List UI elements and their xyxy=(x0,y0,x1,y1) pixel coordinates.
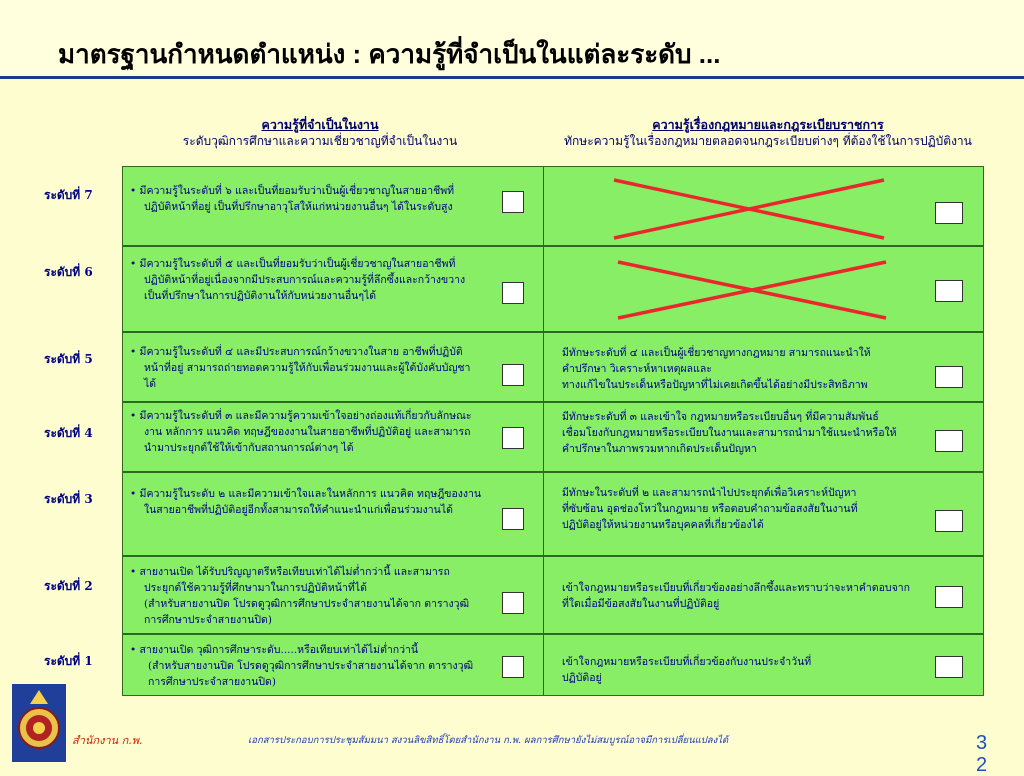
cell-line: ปฏิบัติหน้าที่อยู่ เป็นที่ปรึกษาอาวุโสให้แก่หน่วยงานอื่นๆ ได้ในระดับสูง xyxy=(144,201,453,213)
cell-line: การศึกษาประจำสายงานปิด) xyxy=(144,614,272,626)
page-title: มาตรฐานกำหนดตำแหน่ง : ความรู้ที่จำเป็นในแต่ละระดับ ... xyxy=(58,39,721,69)
cell-line: • มีความรู้ในระดับ ๒ และมีความเข้าใจและในหลักการ แนวคิด ทฤษฎีของงาน xyxy=(130,488,482,500)
cell-line: ประยุกต์ใช้ความรู้ที่ศึกษามาในการปฏิบัติหน้าที่ได้ xyxy=(144,582,367,594)
cell-line: คำปรึกษาในภาพรวมหากเกิดประเด็นปัญหา xyxy=(562,443,757,455)
cell-line: ปฏิบัติหน้าที่อยู่เนื่องจากมีประสบการณ์และความรู้ที่ลึกซึ้งและกว้างขวาง xyxy=(144,274,466,286)
cell-line: เป็นที่ปรึกษาในการปฏิบัติงานให้กับหน่วยงานอื่นๆได้ xyxy=(144,290,377,302)
cell-line: (สำหรับสายงานปิด โปรดดูวุฒิการศึกษาประจำสายงานได้จาก ตารางวุฒิ xyxy=(144,598,470,610)
cell-line: มีทักษะในระดับที่ ๒ และสามารถนำไปประยุกต์เพื่อวิเคราะห์ปัญหา xyxy=(562,487,857,499)
cell-line: ทางแก้ไขในประเด็นหรือปัญหาที่ไม่เคยเกิดขึ้นได้อย่างมีประสิทธิภาพ xyxy=(562,379,868,391)
cell-line: (สำหรับสายงานปิด โปรดดูวุฒิการศึกษาประจำสายงานได้จาก ตารางวุฒิ xyxy=(148,660,474,672)
cell-line: งาน หลักการ แนวคิด ทฤษฎีของงานในสายอาชีพที่ปฏิบัติอยู่ และสามารถ xyxy=(144,426,471,438)
cell-line: นำมาประยุกต์ใช้ให้เข้ากับสถานการณ์ต่างๆ ได้ xyxy=(144,442,354,454)
level-label: ระดับที่ 3 xyxy=(44,492,93,506)
cell-line: ปฏิบัติอยู่ xyxy=(562,672,602,684)
right-header-title: ความรู้เรื่องกฎหมายและกฎระเบียบราชการ xyxy=(652,117,884,132)
cell-line: การศึกษาประจำสายงานปิด) xyxy=(148,676,276,688)
left-header-subtitle: ระดับวุฒิการศึกษาและความเชี่ยวชาญที่จำเป็นในงาน xyxy=(182,134,458,148)
cell-line: • สายงานเปิด วุฒิการศึกษาระดับ.....หรือเทียบเท่าได้ไม่ต่ำกว่านี้ xyxy=(130,644,419,656)
cell-line: • มีความรู้ในระดับที่ ๕ และเป็นที่ยอมรับว่าเป็นผู้เชี่ยวชาญในสายอาชีพที่ xyxy=(130,258,456,270)
level-label: ระดับที่ 7 xyxy=(44,188,93,202)
page-number: 3 2 xyxy=(976,732,988,776)
cell-line: เชื่อมโยงกับกฎหมายหรือระเบียบในงานและสามารถนำมาใช้แนะนำหรือให้ xyxy=(562,427,897,439)
level-label: ระดับที่ 4 xyxy=(44,426,93,440)
level-label: ระดับที่ 5 xyxy=(44,352,93,366)
ocsc-logo xyxy=(12,684,66,762)
cell-line: ปฏิบัติอยู่ให้หน่วยงานหรือบุคคลที่เกี่ยวข้องได้ xyxy=(562,519,764,531)
cell-line: ในสายอาชีพที่ปฏิบัติอยู่อีกทั้งสามารถให้คำแนะนำแก่เพื่อนร่วมงานได้ xyxy=(144,504,453,516)
footer-org: สำนักงาน ก.พ. xyxy=(72,734,143,747)
cell-line: เข้าใจกฎหมายหรือระเบียบที่เกี่ยวข้องอย่างลึกซึ้งและทราบว่าจะหาคำตอบจาก xyxy=(562,582,910,594)
cell-line: • สายงานเปิด ได้รับปริญญาตรีหรือเทียบเท่าได้ไม่ต่ำกว่านี้ และสามารถ xyxy=(130,566,450,578)
right-header-subtitle: ทักษะความรู้ในเรื่องกฎหมายตลอดจนกฎระเบียบต่างๆ ที่ต้องใช้ในการปฏิบัติงาน xyxy=(564,134,972,148)
cell-line: • มีความรู้ในระดับที่ ๓ และมีความรู้ความเข้าใจอย่างถ่องแท้เกี่ยวกับลักษณะ xyxy=(130,410,472,422)
cell-line: เข้าใจกฎหมายหรือระเบียบที่เกี่ยวข้องกับงานประจำวันที่ xyxy=(562,656,812,668)
cell-line: ที่ใดเมื่อมีข้อสงสัยในงานที่ปฏิบัติอยู่ xyxy=(562,598,720,610)
footer-note: เอกสารประกอบการประชุมสัมมนา สงวนลิขสิทธิ์โดยสำนักงาน ก.พ. ผลการศึกษายังไม่สมบูรณ์อาจมีการเปลี่ยนแปลงได้ xyxy=(248,735,729,746)
cell-line: คำปรึกษา วิเคราะห์หาเหตุผลและ xyxy=(562,363,712,375)
level-label: ระดับที่ 6 xyxy=(44,265,93,279)
cross-mark-level-6 xyxy=(618,262,886,318)
left-header-title: ความรู้ที่จำเป็นในงาน xyxy=(261,117,379,132)
level-label: ระดับที่ 1 xyxy=(44,654,93,668)
level-label: ระดับที่ 2 xyxy=(44,579,93,593)
cell-line: มีทักษะระดับที่ ๔ และเป็นผู้เชี่ยวชาญทางกฎหมาย สามารถแนะนำให้ xyxy=(562,347,871,359)
cell-line: ได้ xyxy=(144,378,157,390)
cell-line: • มีความรู้ในระดับที่ ๔ และมีประสบการณ์กว้างขวางในสาย อาชีพที่ปฏิบัติ xyxy=(130,346,463,358)
cell-line: ที่ซับซ้อน อุดช่องโหว่ในกฎหมาย หรือตอบคำถามข้อสงสัยในงานที่ xyxy=(562,503,858,515)
cell-line: • มีความรู้ในระดับที่ ๖ และเป็นที่ยอมรับว่าเป็นผู้เชี่ยวชาญในสายอาชีพที่ xyxy=(130,185,455,197)
cell-line: หน้าที่อยู่ สามารถถ่ายทอดความรู้ให้กับเพื่อนร่วมงานและผู้ใต้บังคับบัญชา xyxy=(144,362,471,374)
cell-line: มีทักษะระดับที่ ๓ และเข้าใจ กฎหมายหรือระเบียบอื่นๆ ที่มีความสัมพันธ์ xyxy=(562,411,879,423)
cross-mark-level-7 xyxy=(614,180,884,238)
